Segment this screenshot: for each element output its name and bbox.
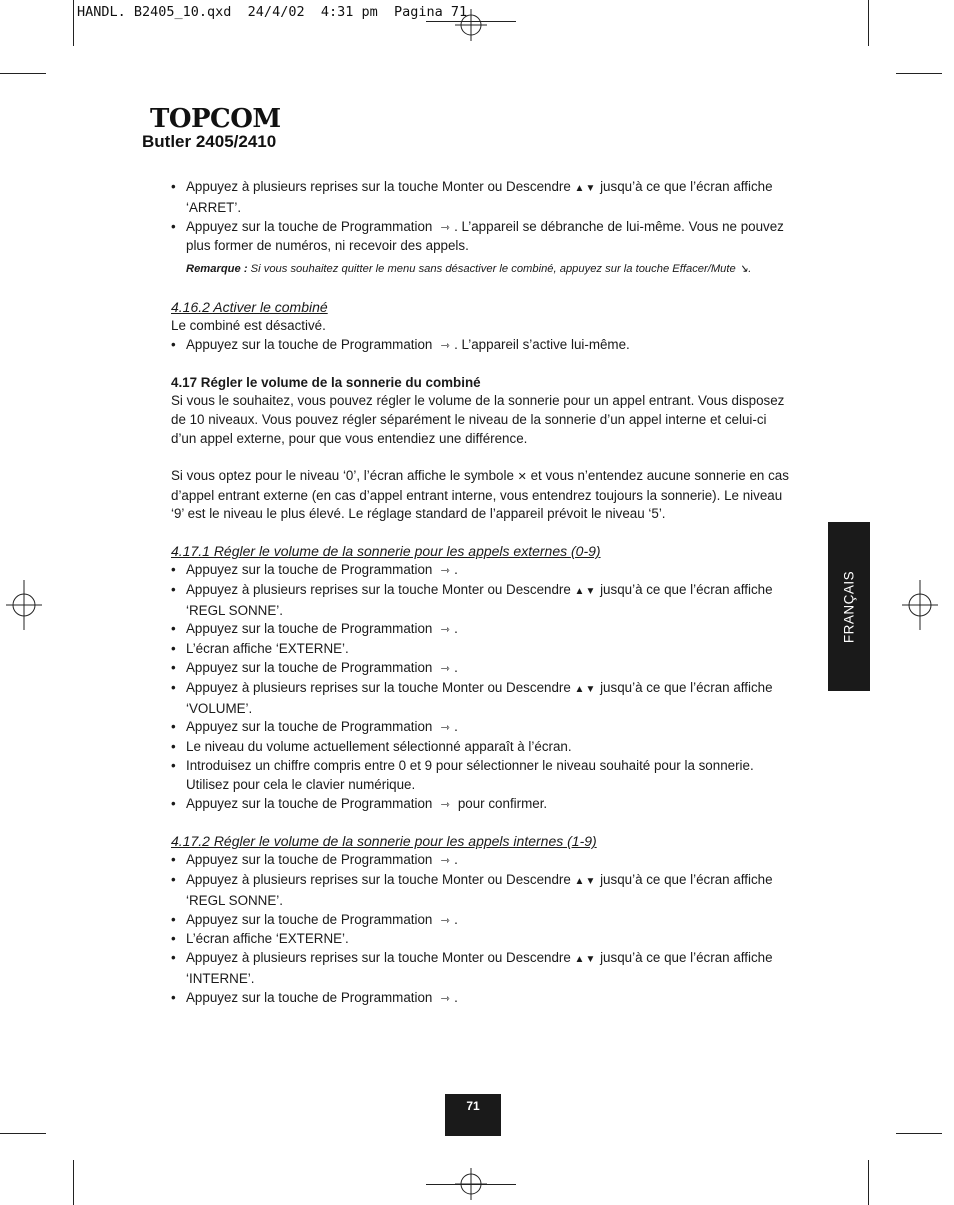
program-key-icon: ⇾ — [440, 914, 450, 927]
crop-mark — [896, 1133, 942, 1134]
instruction-text: jusqu’à ce que l’écran affiche ‘ARRET’. — [186, 179, 773, 215]
program-key-icon: ⇾ — [440, 992, 450, 1005]
instruction-text: L’écran affiche ‘EXTERNE’. — [186, 641, 349, 657]
program-key-icon: ⇾ — [440, 855, 450, 868]
program-key-icon: ⇾ — [440, 798, 450, 811]
crop-mark — [0, 1133, 46, 1134]
program-key-icon: ⇾ — [440, 221, 450, 234]
list-item — [171, 795, 791, 815]
list-item — [171, 757, 791, 795]
crop-mark — [896, 73, 942, 74]
program-key-icon: ⇾ — [440, 564, 450, 577]
crop-mark — [73, 0, 74, 46]
instruction-text: . L’appareil se débranche de lui-même. Vous ne pouvez plus former de numéros, ni recevoir des appels. — [186, 218, 784, 254]
instruction-text: Appuyez sur la touche de Programmation — [186, 911, 433, 927]
up-down-arrows-icon: ▲▼ — [574, 183, 597, 194]
list-item — [171, 930, 791, 949]
period: . — [454, 561, 458, 577]
period: . — [454, 989, 458, 1005]
instruction-text: Appuyez sur la touche de Programmation — [186, 561, 433, 577]
list-item — [171, 218, 791, 257]
model-title: Butler 2405/2410 — [142, 132, 277, 151]
program-key-icon: ⇾ — [440, 662, 450, 675]
up-down-arrows-icon: ▲▼ — [574, 585, 597, 597]
instruction-text: Appuyez à plusieurs reprises sur la touche Monter ou Descendre — [186, 679, 571, 695]
instruction-text: Appuyez sur la touche de Programmation — [186, 989, 433, 1005]
instruction-text: Appuyez sur la touche de Programmation — [186, 336, 433, 352]
instruction-text: jusqu’à ce que l’écran affiche ‘INTERNE’. — [186, 950, 773, 986]
crop-mark — [868, 0, 869, 46]
registration-mark-icon — [902, 580, 938, 630]
instruction-text: Appuyez sur la touche de Programmation — [186, 852, 433, 868]
instruction-text: L’écran affiche ‘EXTERNE’. — [186, 931, 349, 947]
instruction-text: Appuyez à plusieurs reprises sur la touche Monter ou Descendre — [186, 179, 571, 194]
instruction-text: Appuyez sur la touche de Programmation — [186, 795, 433, 811]
period: . — [454, 719, 458, 735]
page-number: 71 — [445, 1094, 501, 1136]
list-item — [171, 659, 791, 679]
section-title: 4.17.2 Régler le volume de la sonnerie pour les appels internes (1-9) — [171, 833, 597, 850]
list-item — [171, 718, 791, 738]
instruction-text: Introduisez un chiffre compris entre 0 et 9 pour sélectionner le niveau souhaité pour la sonnerie. Utilisez pour cela le clavier numérique. — [186, 757, 754, 792]
instruction-text: Appuyez sur la touche de Programmation — [186, 719, 433, 735]
period: . — [454, 911, 458, 927]
instruction-text: Appuyez sur la touche de Programmation — [186, 218, 433, 234]
list-item — [171, 640, 791, 659]
instruction-text: Appuyez sur la touche de Programmation — [186, 621, 433, 637]
period: . — [454, 852, 458, 868]
language-tab — [828, 522, 870, 691]
section-title: 4.17.1 Régler le volume de la sonnerie pour les appels externes (0-9) — [171, 543, 601, 560]
period: . — [454, 659, 458, 675]
file-slug: HANDL. B2405_10.qxd 24/4/02 4:31 pm Pagina 71 — [77, 4, 468, 20]
remark — [171, 259, 791, 280]
instruction-text: Appuyez sur la touche de Programmation — [186, 659, 433, 675]
list-item — [171, 911, 791, 931]
remark-text: Si vous souhaitez quitter le menu sans désactiver le combiné, appuyez sur la touche Effacer/Mute — [250, 263, 736, 276]
registration-mark-icon — [6, 580, 42, 630]
list-item — [171, 561, 791, 581]
instruction-text: Le niveau du volume actuellement sélectionné apparaît à l’écran. — [186, 739, 572, 755]
instruction-text: Appuyez à plusieurs reprises sur la touche Monter ou Descendre — [186, 871, 571, 887]
section-heading: 4.17 Régler le volume de la sonnerie du combiné — [171, 374, 481, 390]
up-down-arrows-icon: ▲▼ — [574, 954, 597, 966]
period: . — [454, 621, 458, 637]
up-down-arrows-icon: ▲▼ — [574, 875, 597, 887]
instruction-text: . L’appareil s’active lui-même. — [454, 336, 630, 352]
ringer-off-icon: ✕ — [517, 470, 527, 483]
section-title: 4.16.2 Activer le combiné — [171, 299, 328, 316]
crop-mark — [73, 1160, 74, 1205]
program-key-icon: ⇾ — [440, 339, 450, 352]
paragraph-text: et vous n’entendez aucune sonnerie en cas d’appel entrant externe (en cas d’appel entrant interne, vous entendrez toujours la sonnerie). Le niveau ‘9’ est le niveau le plus élevé. Le réglage standard de l’appareil prévoit le niveau ‘5’. — [171, 467, 789, 522]
paragraph-text: Si vous optez pour le niveau ‘0’, l’écran affiche le symbole — [171, 467, 514, 483]
list-item — [171, 620, 791, 640]
program-key-icon: ⇾ — [440, 624, 450, 637]
registration-mark-icon — [455, 1168, 487, 1200]
program-key-icon: ⇾ — [440, 722, 450, 735]
list-item — [171, 989, 791, 1009]
topcom-logo: TOPCOM — [150, 104, 281, 134]
list-item — [171, 178, 791, 218]
crop-mark — [0, 73, 46, 74]
paragraph: Le combiné est désactivé. — [171, 317, 326, 333]
list-item — [171, 679, 791, 719]
main-content — [171, 178, 791, 1008]
effacer-mute-icon: ↘ — [738, 263, 749, 276]
list-item — [171, 738, 791, 757]
instruction-text: jusqu’à ce que l’écran affiche ‘REGL SONNE’. — [186, 581, 773, 618]
list-item — [171, 949, 791, 989]
remark-label: Remarque : — [186, 263, 248, 276]
language-tab-label: FRANÇAIS — [841, 570, 857, 643]
paragraph — [171, 467, 791, 524]
paragraph: Si vous le souhaitez, vous pouvez régler le volume de la sonnerie pour un appel entrant. Vous disposez de 10 niveaux. Vous pouvez régler séparément le niveau de la sonnerie d’un appel interne et celui-ci d’un appel externe, pour que vous entendiez une différence. — [171, 393, 785, 446]
list-item — [171, 336, 791, 356]
instruction-text: pour confirmer. — [457, 795, 548, 811]
crop-mark — [868, 1160, 869, 1205]
list-item — [171, 581, 791, 621]
instruction-text: jusqu’à ce que l’écran affiche ‘VOLUME’. — [186, 679, 773, 716]
instruction-text: jusqu’à ce que l’écran affiche ‘REGL SONNE’. — [186, 871, 773, 908]
list-item — [171, 871, 791, 911]
list-item — [171, 851, 791, 871]
remark-end: . — [748, 263, 752, 276]
up-down-arrows-icon: ▲▼ — [574, 683, 597, 695]
instruction-text: Appuyez à plusieurs reprises sur la touche Monter ou Descendre — [186, 950, 571, 966]
instruction-text: Appuyez à plusieurs reprises sur la touche Monter ou Descendre — [186, 581, 571, 597]
